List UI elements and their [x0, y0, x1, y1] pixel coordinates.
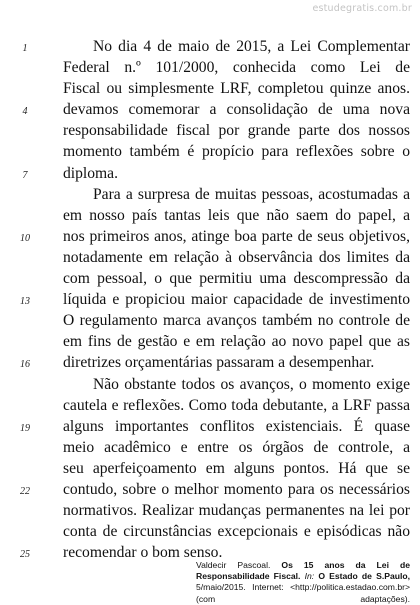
text-line — [63, 247, 410, 268]
line-number: 4 — [22, 106, 28, 118]
line-number: 22 — [20, 485, 30, 497]
text-line — [63, 500, 410, 521]
text-line — [63, 521, 410, 542]
line-text: em fins de gestão e em relação ao novo papel que as — [63, 333, 410, 351]
line-text: diretrizes orçamentárias passaram a desempenhar. — [63, 354, 375, 372]
line-text: Não obstante todos os avanços, o momento exige — [93, 375, 410, 393]
line-text: momento também é propício para reflexões sobre o — [63, 143, 410, 161]
citation-note: (com adaptações). — [196, 593, 410, 604]
text-line — [63, 458, 410, 479]
line-text: Para a surpresa de muitas pessoas, acostumadas a — [93, 185, 410, 203]
line-text: diploma. — [63, 164, 119, 182]
text-line — [22, 36, 410, 57]
line-number: 25 — [20, 549, 30, 561]
text-line — [63, 310, 410, 331]
line-text: Fiscal ou simplesmente LRF, completou quinze anos. — [63, 80, 410, 98]
line-text: contudo, sobre o melhor momento para os necessários — [63, 480, 410, 498]
line-text: meio acadêmico e entre os órgãos de controle, a — [63, 438, 410, 456]
line-text: em nosso país tantas leis que não saem do papel, a — [63, 206, 410, 224]
text-line — [63, 374, 410, 395]
line-text: conta de circunstâncias excepcionais e episódicas não — [63, 523, 410, 541]
text-line — [63, 57, 410, 78]
line-text: com pessoal, o que permitiu uma descompressão da — [63, 270, 410, 288]
citation-title: Os 15 anos da Lei de Responsabilidade Fiscal. — [196, 560, 411, 582]
text-line — [63, 268, 410, 289]
text-line — [63, 78, 410, 99]
line-text: cautela e reflexões. Como toda debutante, a LRF passa — [63, 396, 410, 414]
line-text: notadamente em relação à observância dos limites da — [63, 248, 410, 266]
line-number: 13 — [20, 296, 30, 308]
line-text: Federal n.º 101/2000, conhecida como Lei de — [63, 59, 410, 77]
line-number: 10 — [20, 232, 30, 244]
text-line — [20, 416, 410, 437]
line-text: recomendar o bom senso. — [63, 544, 223, 562]
citation-date: 5/maio/2015. Internet: — [196, 582, 284, 593]
citation-url: <http://politica.estadao.com.br> — [290, 582, 410, 593]
text-line — [63, 184, 410, 205]
text-line — [22, 163, 410, 184]
text-line — [20, 352, 410, 373]
text-line — [63, 437, 410, 458]
line-text: nos primeiros anos, atinge boa parte de seus objetivos, — [63, 227, 410, 245]
line-text: alguns importantes conflitos existenciais. É quase — [63, 417, 410, 435]
citation — [196, 560, 410, 605]
citation-in-label: In: — [304, 571, 315, 582]
text-line — [20, 479, 410, 500]
text-line — [20, 226, 410, 247]
text-line — [63, 395, 410, 416]
line-text: seu aperfeiçoamento em alguns pontos. Há que se — [63, 459, 410, 477]
line-number: 7 — [22, 169, 28, 181]
citation-author: Valdecir Pascoal. — [196, 560, 271, 570]
line-text: líquida e propiciou maior capacidade de investimento — [63, 291, 410, 309]
line-text: devamos comemorar a consolidação de uma nova — [63, 101, 410, 119]
text-line — [63, 120, 410, 141]
text-line — [22, 99, 410, 120]
article-text — [20, 36, 410, 563]
watermark: estudegratis.com.br — [312, 3, 412, 14]
text-line — [20, 289, 410, 310]
line-text: O regulamento marca avanços também no controle de — [63, 312, 410, 330]
line-number: 16 — [20, 359, 30, 371]
line-text: normativos. Realizar mudanças permanentes na lei por — [63, 502, 410, 520]
line-text: No dia 4 de maio de 2015, a Lei Complementar — [93, 38, 410, 55]
line-text: responsabilidade fiscal por grande parte dos nossos — [63, 122, 410, 140]
text-line — [63, 331, 410, 352]
line-number: 19 — [20, 422, 30, 434]
citation-source: O Estado de S.Paulo, — [318, 571, 411, 582]
text-line — [63, 141, 410, 162]
text-line — [63, 205, 410, 226]
line-number: 1 — [22, 43, 28, 54]
